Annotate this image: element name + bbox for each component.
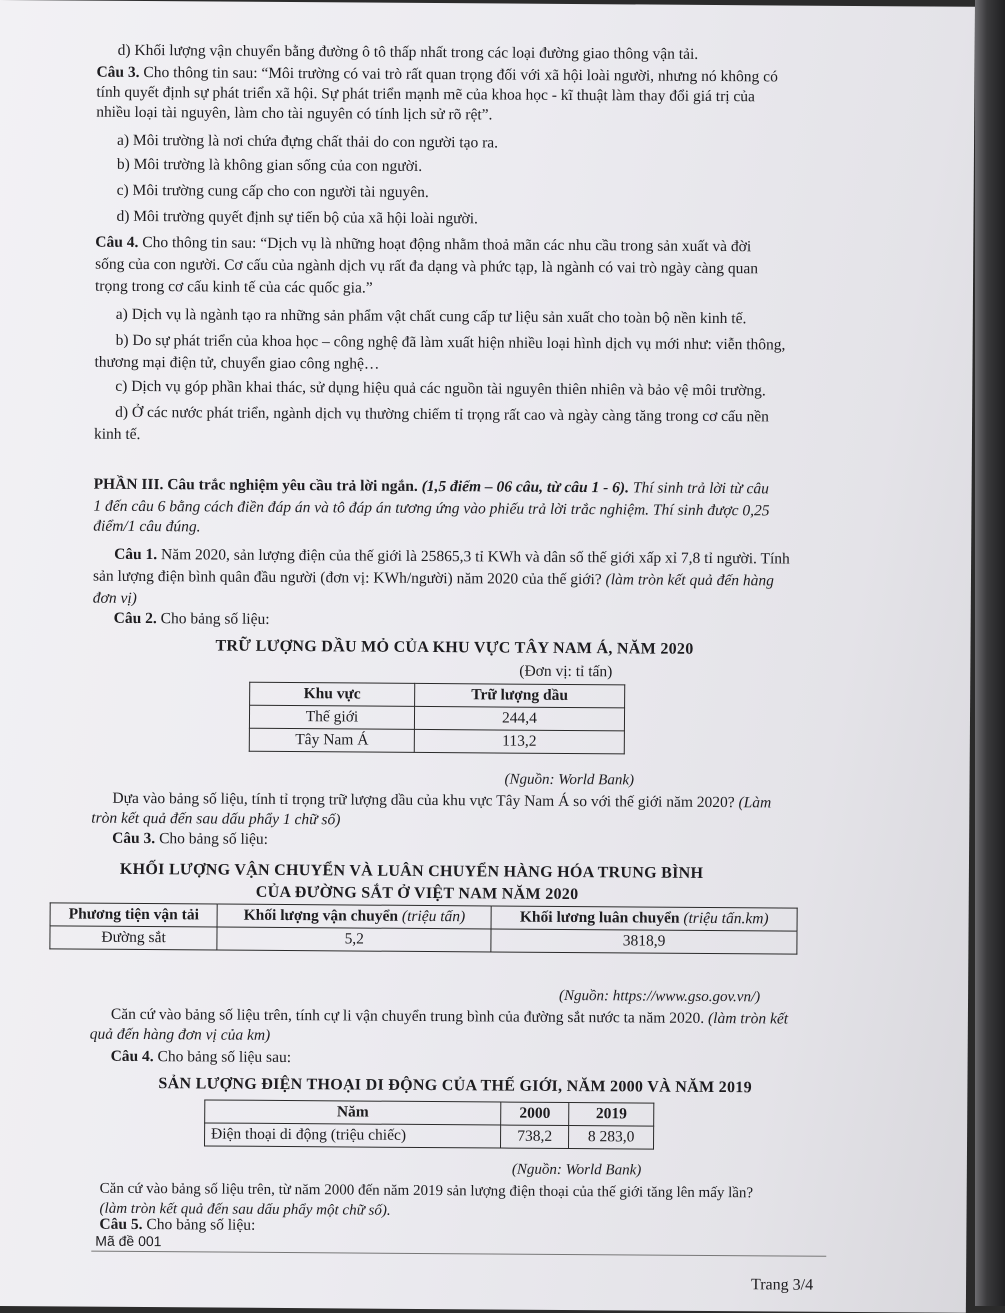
short-question-3: Câu 3. Cho bảng số liệu: [112,829,269,848]
exam-code: Mã đề 001 [95,1232,162,1250]
short-question-3-prompt: Căn cứ vào bảng số liệu trên, tính cự li vận chuyển trung bình của đường sắt nước ta năm 2020. (làm tròn kết [110,1005,789,1028]
question-3-option-a: a) Môi trường là nơi chứa đựng chất thải do con người tạo ra. [116,131,499,152]
table-cell: Tây Nam Á [249,728,414,752]
question-3-option-d: d) Môi trường quyết định sự tiến bộ của xã hội loài người. [116,207,478,228]
question-4-stem-line-2: sống của con người. Cơ cấu của ngành dịch vụ rất đa dạng và phức tạp, là ngành có vai trò ngày càng quan [95,255,759,278]
part-3-instructions-line-2: điểm/1 câu đúng. [93,517,201,536]
short-question-1: Câu 1. Năm 2020, sản lượng điện của thế giới là 25865,3 tỉ KWh và dân số thế giới xấp xỉ 7,8 tỉ người. Tính [114,545,790,568]
phone-table-header: 2000 [501,1102,569,1125]
rail-table-title-line-2: CỦA ĐƯỜNG SẮT Ở VIỆT NAM NĂM 2020 [255,883,579,904]
part-3-instructions: 1 đến câu 6 bằng cách điền đáp án và tô đáp án tương ứng vào phiếu trả lời trắc nghiệm. Thí sinh được 0,25 [93,497,770,520]
background-surface [975,0,1005,1306]
table-cell: 244,4 [414,706,624,730]
rail-table-header: Khối lương luân chuyển (triệu tấn.km) [491,906,797,931]
short-question-5: Câu 5. Cho bảng số liệu: [99,1215,256,1234]
oil-table-unit: (Đơn vị: tỉ tấn) [519,662,613,681]
rail-table-source: (Nguồn: https://www.gso.gov.vn/) [559,987,761,1006]
short-question-2-prompt-line-2: tròn kết quả đến sau dấu phẩy 1 chữ số) [91,809,341,829]
table-cell: 113,2 [414,729,624,753]
question-3-stem: Câu 3. Cho thông tin sau: “Môi trường có vai trò rất quan trọng đối với xã hội loài người, nhưng nó không có [96,63,778,86]
table-cell: 738,2 [501,1125,569,1148]
short-question-3-prompt-line-2: quả đến hàng đơn vị của km) [89,1025,271,1044]
rail-table-header: Phương tiện vận tải [50,903,218,927]
table-cell: Điện thoại di động (triệu chiếc) [205,1123,501,1148]
phone-table-header: Năm [205,1100,501,1125]
phone-table-title: SẢN LƯỢNG ĐIỆN THOẠI DI ĐỘNG CỦA THẾ GIỚI, NĂM 2000 VÀ NĂM 2019 [158,1075,752,1097]
table-row [205,1123,654,1149]
question-3-stem-line-3: nhiều loại tài nguyên, làm cho tài nguyên có tính lịch sử rõ rệt”. [96,103,493,124]
question-4-option-b: b) Do sự phát triển của khoa học – công nghệ đã làm xuất hiện nhiều loại hình dịch vụ mới như: viễn thông, [115,331,786,354]
table-cell: 3818,9 [491,929,797,954]
question-4-option-d-line-2: kinh tế. [93,425,141,443]
question-4-option-c: c) Dịch vụ góp phần khai thác, sử dụng hiệu quả các nguồn tài nguyên thiên nhiên và bảo vệ môi trường. [115,377,766,400]
short-question-2: Câu 2. Cho bảng số liệu: [113,609,270,628]
oil-table-source: (Nguồn: World Bank) [504,771,635,789]
question-4-option-b-line-2: thương mại điện tử, chuyển giao công nghệ… [94,353,380,373]
short-question-4: Câu 4. Cho bảng số liệu sau: [110,1047,292,1067]
table-row [249,705,624,731]
short-question-1-line-3: đơn vị) [92,589,137,607]
table-row [50,926,797,954]
short-question-4-prompt-line-2: (làm tròn kết quả đến sau dấu phẩy một chữ số). [99,1200,391,1219]
rail-table-header: Khối lượng vận chuyển (triệu tấn) [217,904,491,929]
question-4-option-d: d) Ở các nước phát triển, ngành dịch vụ thường chiếm tỉ trọng rất cao và ngày càng tăng trong cơ cấu nền [115,403,770,426]
table-cell: Đường sắt [50,926,218,950]
question-4-stem: Câu 4. Cho thông tin sau: “Dịch vụ là những hoạt động nhằm thoả mãn các nhu cầu trong sản xuất và đời [95,233,752,256]
oil-table-header: Khu vực [250,682,415,706]
table-cell: 8 283,0 [569,1125,654,1149]
part-3-heading: PHẦN III. Câu trắc nghiệm yêu cầu trả lời ngắn. (1,5 điểm – 06 câu, từ câu 1 - 6). Thí sinh trả lời từ câu [93,475,769,498]
question-4-stem-line-3: trọng trong cơ cấu kinh tế của các quốc gia.” [94,277,373,297]
table-row [249,728,624,754]
table-cell: 5,2 [217,927,491,952]
page-number: Trang 3/4 [750,1276,814,1294]
oil-table-title: TRỮ LƯỢNG DẦU MỎ CỦA KHU VỰC TÂY NAM Á, NĂM 2020 [215,637,694,658]
short-question-2-prompt: Dựa vào bảng số liệu, tính tỉ trọng trữ lượng dầu của khu vực Tây Nam Á so với thế giới năm 2020? (Làm [112,789,772,812]
rail-freight-table [49,902,797,954]
question-3-stem-line-2: tính quyết định sự phát triển xã hội. Sự phát triển mạnh mẽ của khoa học - kĩ thuật làm thay đổi giá trị của [96,83,756,106]
short-question-1-line-2: sản lượng điện bình quân đầu người (đơn vị: KWh/người) năm 2020 của thế giới? (làm tròn kết quả đến hàng [92,567,774,590]
phone-table-source: (Nguồn: World Bank) [511,1161,642,1179]
question-3-option-c: c) Môi trường cung cấp cho con người tài nguyên. [116,181,429,201]
phone-production-table [204,1099,654,1149]
rail-table-title: KHỐI LƯỢNG VẬN CHUYỂN VÀ LUÂN CHUYỂN HÀNG HÓA TRUNG BÌNH [119,860,704,882]
short-question-4-prompt: Căn cứ vào bảng số liệu trên, từ năm 2000 đến năm 2019 sản lượng điện thoại của thế giới tăng lên mấy lần? [99,1180,754,1202]
table-cell: Thế giới [249,705,414,729]
question-2-option-d: d) Khối lượng vận chuyển bằng đường ô tô thấp nhất trong các loại đường giao thông vận tải. [117,41,699,63]
phone-table-header: 2019 [569,1102,654,1126]
question-4-option-a: a) Dịch vụ là ngành tạo ra những sản phẩm vật chất cung cấp tư liệu sản xuất cho toàn bộ nền kinh tế. [115,305,747,328]
footer-divider [91,1251,826,1257]
oil-table-header: Trữ lượng dầu [415,683,625,707]
question-3-option-b: b) Môi trường là không gian sống của con người. [116,155,423,175]
oil-reserves-table [249,682,625,755]
